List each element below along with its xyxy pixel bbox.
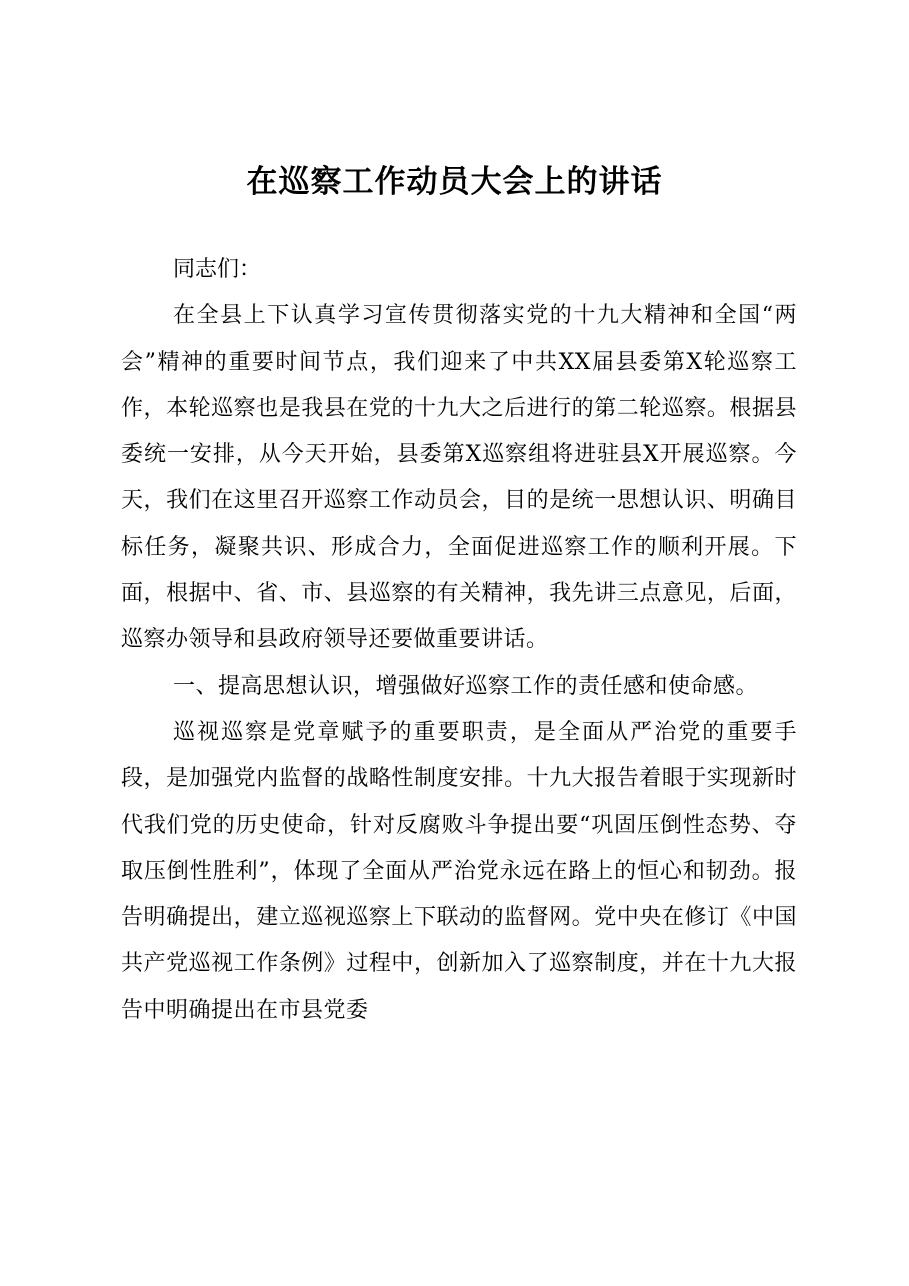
document-body <box>121 247 797 1034</box>
paragraph-section-1: 巡视巡察是党章赋予的重要职责，是全面从严治党的重要手段，是加强党内监督的战略性制度安排。十九大报告着眼于实现新时代我们党的历史使命，针对反腐败斗争提出要“巩固压倒性态势、夺取压倒性胜利”，体现了全面从严治党永远在路上的恒心和韧劲。报告明确提出，建立巡视巡察上下联动的监督网。党中央在修订《中国共产党巡视工作条例》过程中，创新加入了巡察制度，并在十九大报告中明确提出在市县党委 <box>121 719 797 1023</box>
salutation: 同志们： <box>173 257 262 282</box>
section-heading-1: 一、提高思想认识，增强做好巡察工作的责任感和使命感。 <box>173 673 759 699</box>
paragraph-intro: 在全县上下认真学习宣传贯彻落实党的十九大精神和全国“两会”精神的重要时间节点，我们迎来了中共XX届县委第X轮巡察工作，本轮巡察也是我县在党的十九大之后进行的第二轮巡察。根据县委统一安排，从今天开始，县委第X巡察组将进驻县X开展巡察。今天，我们在这里召开巡察工作动员会，目的是统一思想认识、明确目标任务，凝聚共识、形成合力，全面促进巡察工作的顺利开展。下面，根据中、省、市、县巡察的有关精神，我先讲三点意见，后面，巡察办领导和县政府领导还要做重要讲话。 <box>121 303 797 653</box>
document-title: 在巡察工作动员大会上的讲话 <box>246 164 663 200</box>
